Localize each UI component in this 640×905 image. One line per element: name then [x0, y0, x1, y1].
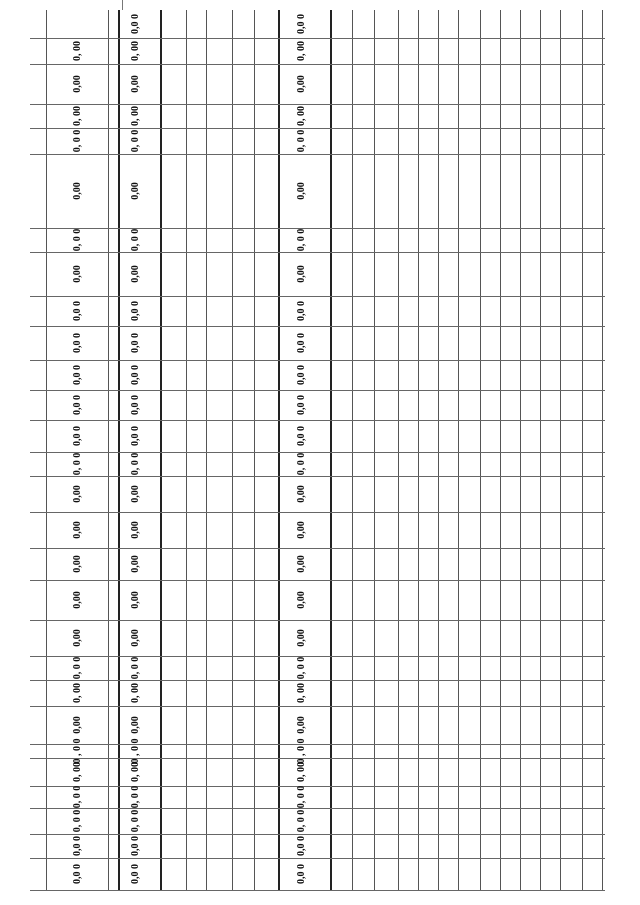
cell-value: 0,0 0: [72, 365, 83, 385]
cell-value: 0,00: [130, 591, 141, 609]
table-cell: [121, 452, 151, 476]
grid-horizontal-line: [30, 228, 605, 229]
table-cell: [121, 72, 151, 96]
table-cell: [287, 809, 317, 833]
cell-value: 0,00: [296, 521, 307, 539]
table-cell: [287, 785, 317, 809]
grid-horizontal-line: [30, 420, 605, 421]
grid-horizontal-line: [30, 548, 605, 549]
grid-horizontal-line: [30, 38, 605, 39]
table-cell: [287, 363, 317, 387]
cell-value: 0, 0 0: [296, 809, 307, 833]
grid-horizontal-line: [30, 890, 605, 891]
table-cell: [287, 424, 317, 448]
grid-horizontal-line: [30, 786, 605, 787]
cell-value: 0,0 0: [72, 333, 83, 353]
cell-value: 0, 0 0: [130, 129, 141, 153]
table-cell: [63, 785, 93, 809]
table-cell: [121, 588, 151, 612]
table-cell: [121, 834, 151, 858]
grid-horizontal-line: [30, 104, 605, 105]
cell-value: 0, 00: [130, 41, 141, 61]
cell-value: 0, 0 0: [72, 228, 83, 252]
table-cell: [287, 39, 317, 63]
cell-value: 0,0 0: [130, 395, 141, 415]
cell-value: 0,0 0: [130, 301, 141, 321]
table-cell: [287, 129, 317, 153]
cell-value: 0,00: [72, 629, 83, 647]
table-cell: [287, 262, 317, 286]
table-cell: [287, 862, 317, 886]
table-cell: [287, 518, 317, 542]
table-cell: [121, 331, 151, 355]
table-cell: [121, 299, 151, 323]
grid-horizontal-line: [30, 834, 605, 835]
cell-value: 0,00: [72, 75, 83, 93]
grid-horizontal-line: [30, 620, 605, 621]
table-cell: [121, 12, 151, 36]
cell-value: 0, 00: [72, 106, 83, 126]
grid-horizontal-line: [30, 390, 605, 391]
cell-value: 0,00: [296, 555, 307, 573]
cell-value: 0, 0 0: [130, 809, 141, 833]
cell-value: 0, 0 0: [130, 452, 141, 476]
cell-value: 0, 0 0: [130, 656, 141, 680]
cell-value: 0, 0 0: [296, 656, 307, 680]
table-cell: [287, 299, 317, 323]
table-cell: [63, 681, 93, 705]
cell-value: 0,00: [72, 591, 83, 609]
grid-horizontal-line: [30, 744, 605, 745]
table-cell: [287, 626, 317, 650]
table-cell: [121, 656, 151, 680]
table-cell: [287, 228, 317, 252]
cell-value: 0,00: [72, 485, 83, 503]
cell-value: 0,0 0: [296, 14, 307, 34]
cell-value: 0,0 0: [130, 333, 141, 353]
cell-value: 0, 0 0: [296, 785, 307, 809]
table-cell: [287, 656, 317, 680]
table-cell: [121, 518, 151, 542]
cell-value: 0,00: [296, 629, 307, 647]
table-cell: [63, 626, 93, 650]
table-cell: [63, 424, 93, 448]
table-cell: [121, 760, 151, 784]
cell-value: 0, 00: [296, 683, 307, 703]
cell-value: 0, 0 0: [72, 785, 83, 809]
cell-value: 0,0 0: [296, 395, 307, 415]
table-cell: [63, 588, 93, 612]
cell-value: 0,00: [296, 716, 307, 734]
cell-value: 0,0 0: [72, 836, 83, 856]
cell-value: 0, 0 0: [130, 785, 141, 809]
grid-horizontal-line: [30, 512, 605, 513]
cell-value: 0, 00: [72, 683, 83, 703]
table-cell: [121, 809, 151, 833]
table-cell: [287, 482, 317, 506]
cell-value: 0,0 0: [130, 426, 141, 446]
grid-horizontal-line: [30, 706, 605, 707]
cell-value: 0, 0 0: [296, 129, 307, 153]
cell-value: 0,00: [130, 629, 141, 647]
grid-horizontal-line: [30, 252, 605, 253]
cell-value: 0,00: [296, 75, 307, 93]
cell-value: 0,0 0: [130, 836, 141, 856]
table-cell: [287, 12, 317, 36]
cell-value: 0, 0 0: [296, 228, 307, 252]
table-cell: [63, 809, 93, 833]
grid-horizontal-line: [30, 580, 605, 581]
top-tick-mark: [122, 0, 123, 10]
cell-value: 0 , 0 0: [296, 738, 307, 764]
table-cell: [121, 228, 151, 252]
table-cell: [63, 760, 93, 784]
cell-value: 0,0 0: [296, 426, 307, 446]
table-cell: [63, 862, 93, 886]
cell-value: 0,0 0: [72, 395, 83, 415]
table-cell: [287, 713, 317, 737]
table-cell: [287, 552, 317, 576]
table-cell: [63, 552, 93, 576]
cell-value: 0,0 0: [296, 301, 307, 321]
table-cell: [121, 393, 151, 417]
table-cell: [63, 39, 93, 63]
cell-value: 0,00: [72, 265, 83, 283]
table-cell: [63, 482, 93, 506]
table-cell: [121, 785, 151, 809]
table-cell: [287, 681, 317, 705]
grid-horizontal-line: [30, 64, 605, 65]
table-cell: [287, 179, 317, 203]
table-cell: [63, 393, 93, 417]
grid-horizontal-line: [30, 154, 605, 155]
table-cell: [63, 228, 93, 252]
cell-value: 0,00: [72, 521, 83, 539]
cell-value: 0,00: [296, 591, 307, 609]
grid-horizontal-line: [30, 128, 605, 129]
cell-value: 0,0 0: [296, 365, 307, 385]
table-cell: [121, 363, 151, 387]
grid-horizontal-line: [30, 360, 605, 361]
grid-horizontal-line: [30, 656, 605, 657]
table-cell: [287, 331, 317, 355]
cell-value: 0, 0 0: [130, 228, 141, 252]
grid-horizontal-line: [30, 680, 605, 681]
cell-value: 0, 00: [72, 762, 83, 782]
cell-value: 0, 00: [130, 683, 141, 703]
cell-value: 0,00: [130, 75, 141, 93]
cell-value: 0, 00: [130, 106, 141, 126]
cell-value: 0, 0 0: [72, 656, 83, 680]
table-cell: [121, 713, 151, 737]
grid-horizontal-line: [30, 296, 605, 297]
cell-value: 0, 0 0: [296, 452, 307, 476]
table-cell: [121, 681, 151, 705]
table-cell: [287, 588, 317, 612]
cell-value: 0,00: [296, 182, 307, 200]
cell-value: 0,00: [296, 265, 307, 283]
table-cell: [63, 518, 93, 542]
table-cell: [121, 424, 151, 448]
cell-value: 0,0 0: [130, 864, 141, 884]
table-cell: [63, 262, 93, 286]
cell-value: 0,00: [72, 716, 83, 734]
grid-horizontal-line: [30, 808, 605, 809]
table-cell: [63, 713, 93, 737]
table-cell: [121, 129, 151, 153]
cell-value: 0,00: [130, 485, 141, 503]
table-cell: [121, 862, 151, 886]
cell-value: 0, 00: [296, 41, 307, 61]
cell-value: 0 , 0 0: [130, 738, 141, 764]
cell-value: 0,00: [130, 182, 141, 200]
cell-value: 0,00: [130, 265, 141, 283]
cell-value: 0,0 0: [130, 365, 141, 385]
table-cell: [287, 104, 317, 128]
cell-value: 0, 00: [296, 106, 307, 126]
table-cell: [63, 452, 93, 476]
cell-value: 0,0 0: [72, 426, 83, 446]
grid-horizontal-line: [30, 858, 605, 859]
table-cell: [121, 626, 151, 650]
table-cell: [287, 72, 317, 96]
table-cell: [63, 129, 93, 153]
cell-value: 0,0 0: [72, 301, 83, 321]
table-cell: [121, 39, 151, 63]
grid-horizontal-line: [30, 326, 605, 327]
table-cell: [287, 452, 317, 476]
grid-horizontal-line: [30, 758, 605, 759]
cell-value: 0,0 0: [296, 836, 307, 856]
cell-value: 0,0 0: [296, 864, 307, 884]
grid-horizontal-line: [30, 452, 605, 453]
cell-value: 0 , 0 0: [72, 738, 83, 764]
table-cell: [63, 331, 93, 355]
table-cell: [63, 299, 93, 323]
table-cell: [121, 262, 151, 286]
cell-value: 0, 00: [72, 41, 83, 61]
table-cell: [121, 179, 151, 203]
cell-value: 0,00: [296, 485, 307, 503]
cell-value: 0,00: [72, 182, 83, 200]
cell-value: 0,00: [72, 555, 83, 573]
cell-value: 0,00: [130, 716, 141, 734]
cell-value: 0, 00: [296, 762, 307, 782]
table-cell: [121, 104, 151, 128]
cell-value: 0,00: [130, 521, 141, 539]
table-cell: [287, 760, 317, 784]
cell-value: 0,0 0: [72, 864, 83, 884]
cell-value: 0, 0 0: [72, 129, 83, 153]
cell-value: 0,0 0: [296, 333, 307, 353]
table-cell: [63, 104, 93, 128]
cell-value: 0, 0 0: [72, 809, 83, 833]
cell-value: 0, 00: [130, 762, 141, 782]
table-cell: [63, 72, 93, 96]
cell-value: 0, 0 0: [72, 452, 83, 476]
table-cell: [63, 179, 93, 203]
grid-horizontal-line: [30, 476, 605, 477]
table-cell: [121, 482, 151, 506]
table-cell: [63, 834, 93, 858]
table-cell: [63, 363, 93, 387]
table-cell: [63, 656, 93, 680]
table-cell: [121, 552, 151, 576]
cell-value: 0,00: [130, 555, 141, 573]
table-cell: [287, 393, 317, 417]
table-cell: [287, 834, 317, 858]
cell-value: 0,0 0: [130, 14, 141, 34]
